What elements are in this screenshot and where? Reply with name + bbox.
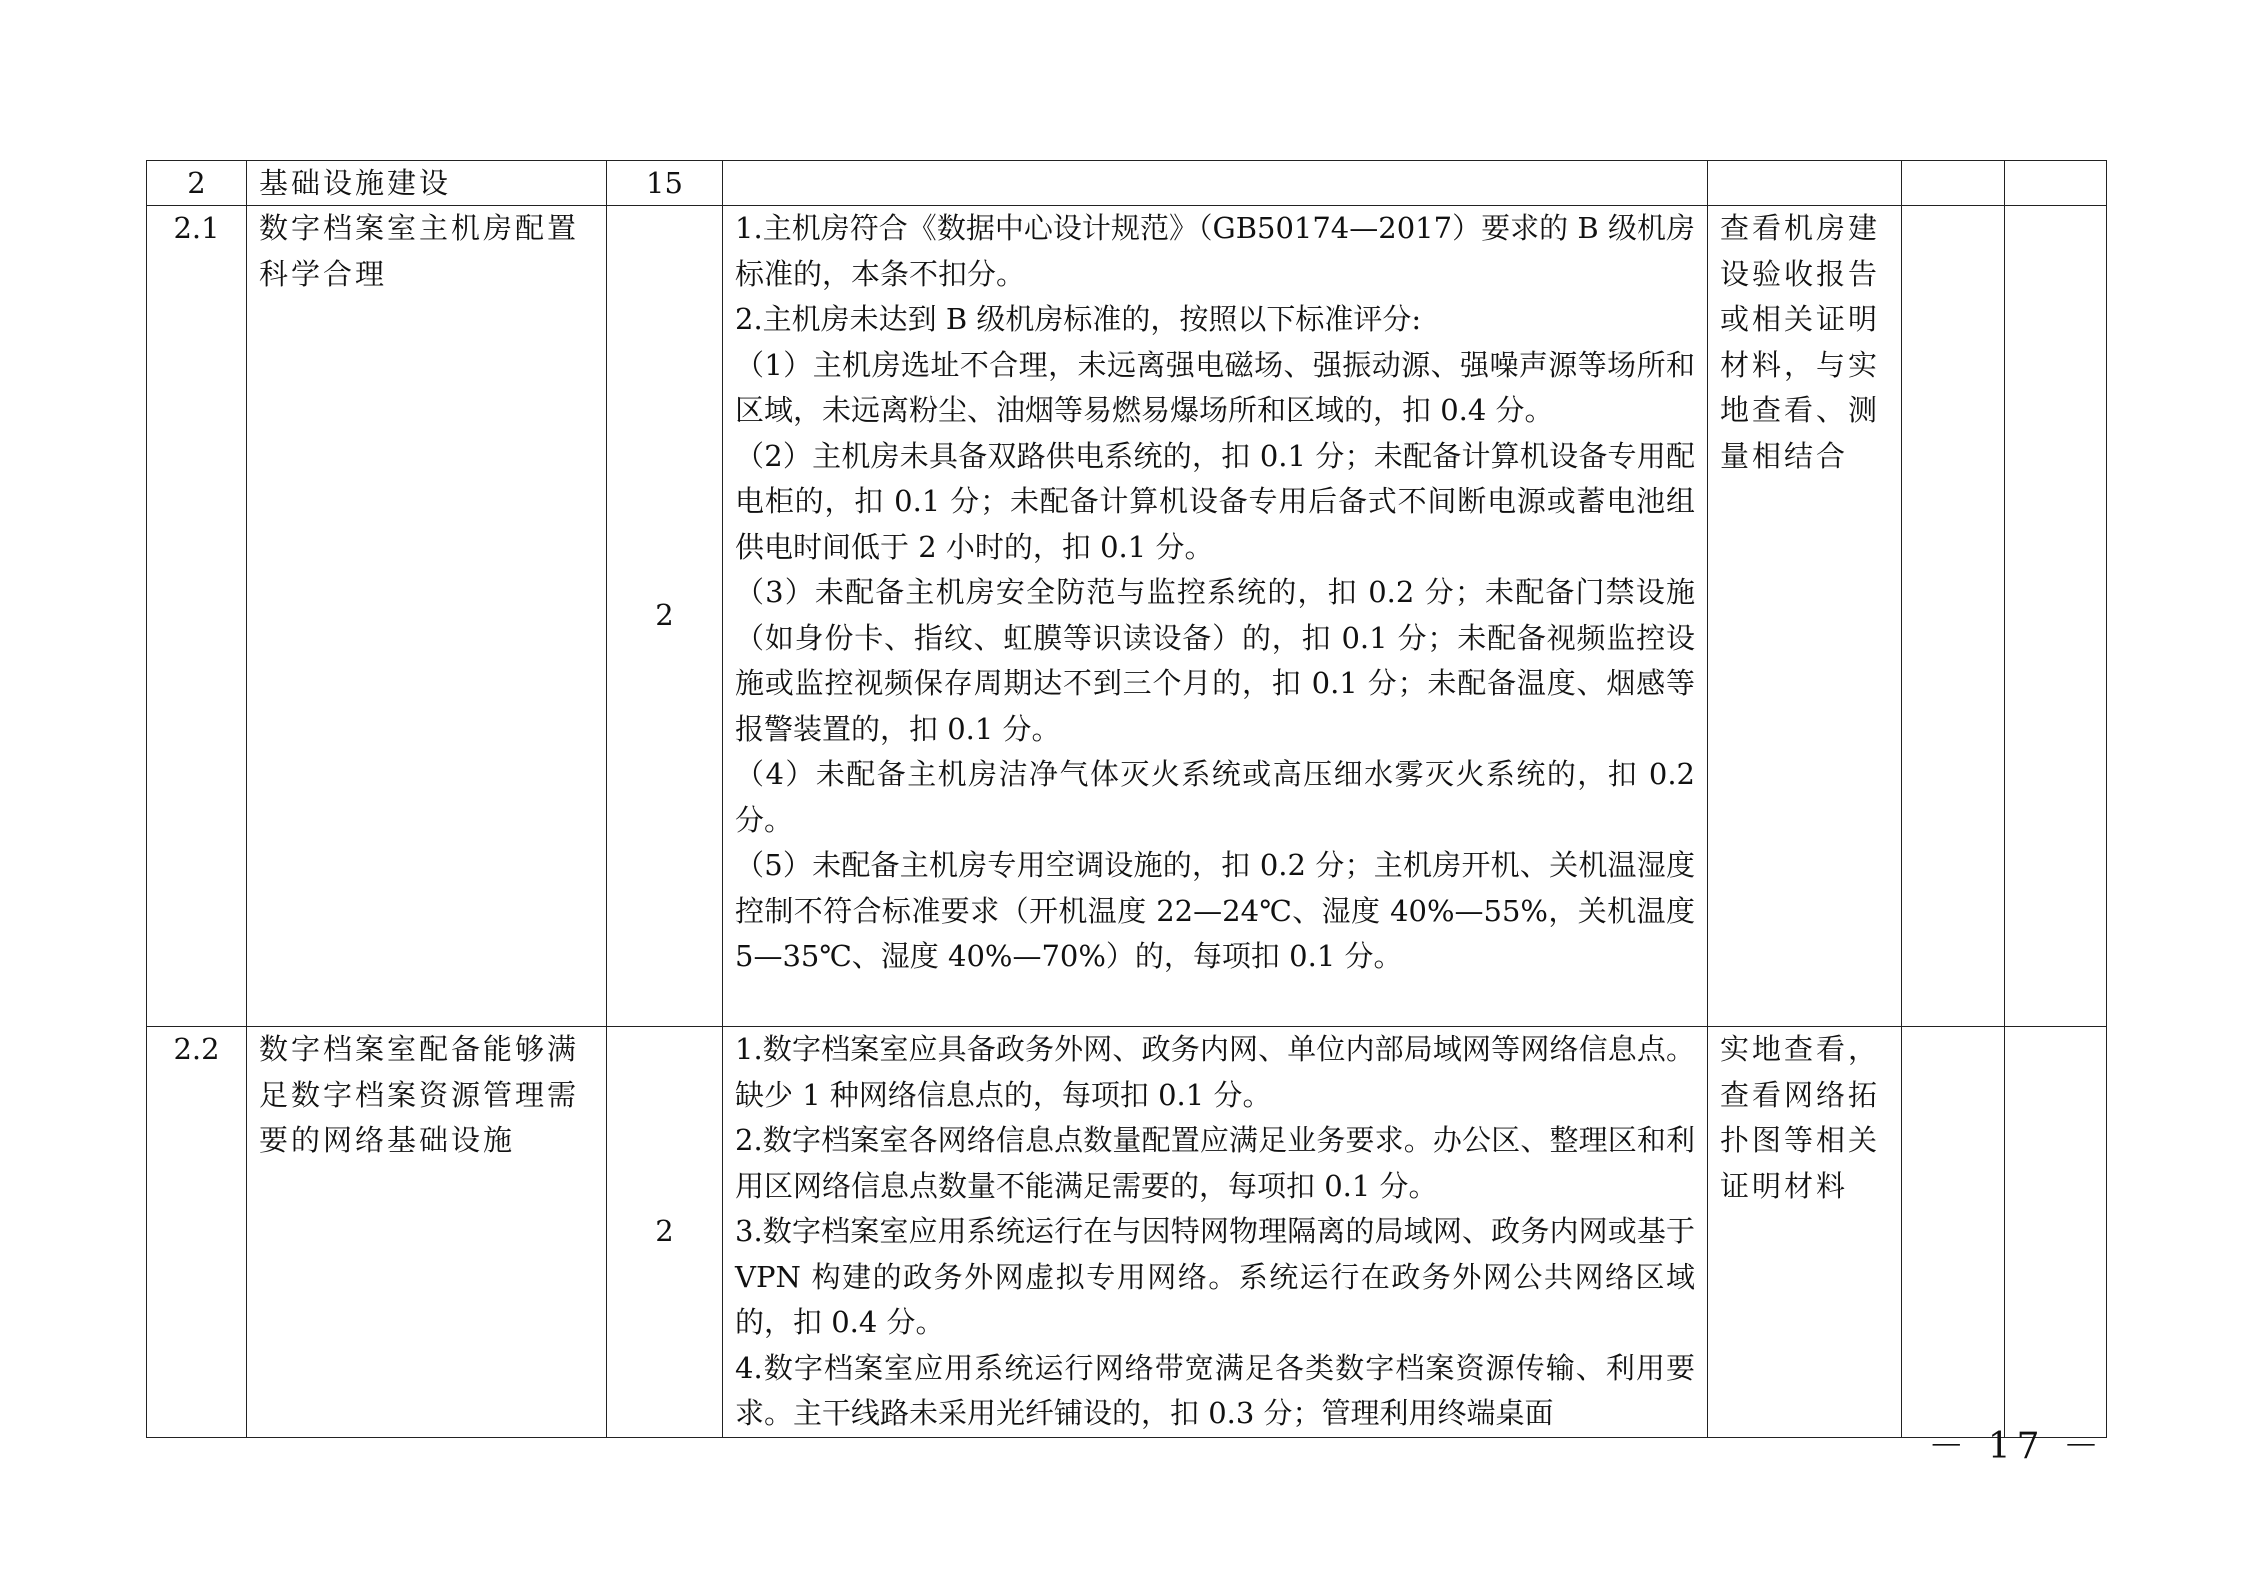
criteria-line: 2.数字档案室各网络信息点数量配置应满足业务要求。办公区、整理区和利用区网络信息点数量不能满足需要的，每项扣 0.1 分。 <box>735 1123 1695 1203</box>
blank-cell <box>2005 161 2107 206</box>
criteria-cell <box>723 1027 1708 1438</box>
criteria-line: （2）主机房未具备双路供电系统的，扣 0.1 分；未配备计算机设备专用配电柜的，扣 0.1 分；未配备计算机设备专用后备式不间断电源或蓄电池组供电时间低于 2 小时的，扣 0.1 分。 <box>735 438 1695 564</box>
table-row <box>147 161 2107 206</box>
criteria-line: （4）未配备主机房洁净气体灭火系统或高压细水雾灭火系统的，扣 0.2 分。 <box>735 757 1695 837</box>
blank-cell <box>1902 161 2005 206</box>
table-row <box>147 206 2107 1027</box>
item-title: 数字档案室配备能够满足数字档案资源管理需要的网络基础设施 <box>247 1027 607 1438</box>
criteria-cell <box>723 206 1708 1027</box>
criteria-cell <box>723 161 1708 206</box>
method-cell <box>1708 161 1902 206</box>
criteria-line: 2.主机房未达到 B 级机房标准的，按照以下标准评分: <box>735 302 1422 336</box>
page-number: － 17 － <box>1928 1426 2105 1467</box>
criteria-line: 3.数字档案室应用系统运行在与因特网物理隔离的局域网、政务内网或基于 VPN 构建的政务外网虚拟专用网络。系统运行在政务外网公共网络区域的，扣 0.4 分。 <box>735 1214 1695 1339</box>
method-cell: 实地查看，查看网络拓扑图等相关证明材料 <box>1708 1027 1902 1438</box>
method-cell: 查看机房建设验收报告或相关证明材料，与实地查看、测量相结合 <box>1708 206 1902 1027</box>
item-score: 2 <box>607 206 723 1027</box>
blank-cell <box>1902 1027 2005 1438</box>
item-number: 2 <box>147 161 247 206</box>
blank-cell <box>2005 206 2107 1027</box>
blank-cell <box>1902 206 2005 1027</box>
item-title: 数字档案室主机房配置科学合理 <box>247 206 607 1027</box>
criteria-line: 1.数字档案室应具备政务外网、政务内网、单位内部局域网等网络信息点。缺少 1 种网络信息点的，每项扣 0.1 分。 <box>735 1032 1695 1112</box>
item-number: 2.1 <box>147 206 247 1027</box>
criteria-line: （3）未配备主机房安全防范与监控系统的，扣 0.2 分；未配备门禁设施（如身份卡、指纹、虹膜等识读设备）的，扣 0.1 分；未配备视频监控设施或监控视频保存周期达不到三个月的，扣 0.1 分；未配备温度、烟感等报警装置的，扣 0.1 分。 <box>735 575 1695 746</box>
item-title: 基础设施建设 <box>247 161 607 206</box>
blank-cell <box>2005 1027 2107 1438</box>
table-row <box>147 1027 2107 1438</box>
item-number: 2.2 <box>147 1027 247 1438</box>
evaluation-table <box>146 160 2107 1438</box>
item-score: 15 <box>607 161 723 206</box>
criteria-line: 1.主机房符合《数据中心设计规范》（GB50174—2017）要求的 B 级机房标准的，本条不扣分。 <box>735 211 1695 291</box>
criteria-line: （5）未配备主机房专用空调设施的，扣 0.2 分；主机房开机、关机温湿度控制不符合标准要求（开机温度 22—24℃、湿度 40%—55%，关机温度 5—35℃、湿度 40%—70%）的，每项扣 0.1 分。 <box>735 848 1695 973</box>
criteria-line: （1）主机房选址不合理，未远离强电磁场、强振动源、强噪声源等场所和区域，未远离粉尘、油烟等易燃易爆场所和区域的，扣 0.4 分。 <box>735 347 1695 427</box>
criteria-line: 4.数字档案室应用系统运行网络带宽满足各类数字档案资源传输、利用要求。主干线路未采用光纤铺设的，扣 0.3 分；管理利用终端桌面 <box>735 1350 1695 1430</box>
item-score: 2 <box>607 1027 723 1438</box>
